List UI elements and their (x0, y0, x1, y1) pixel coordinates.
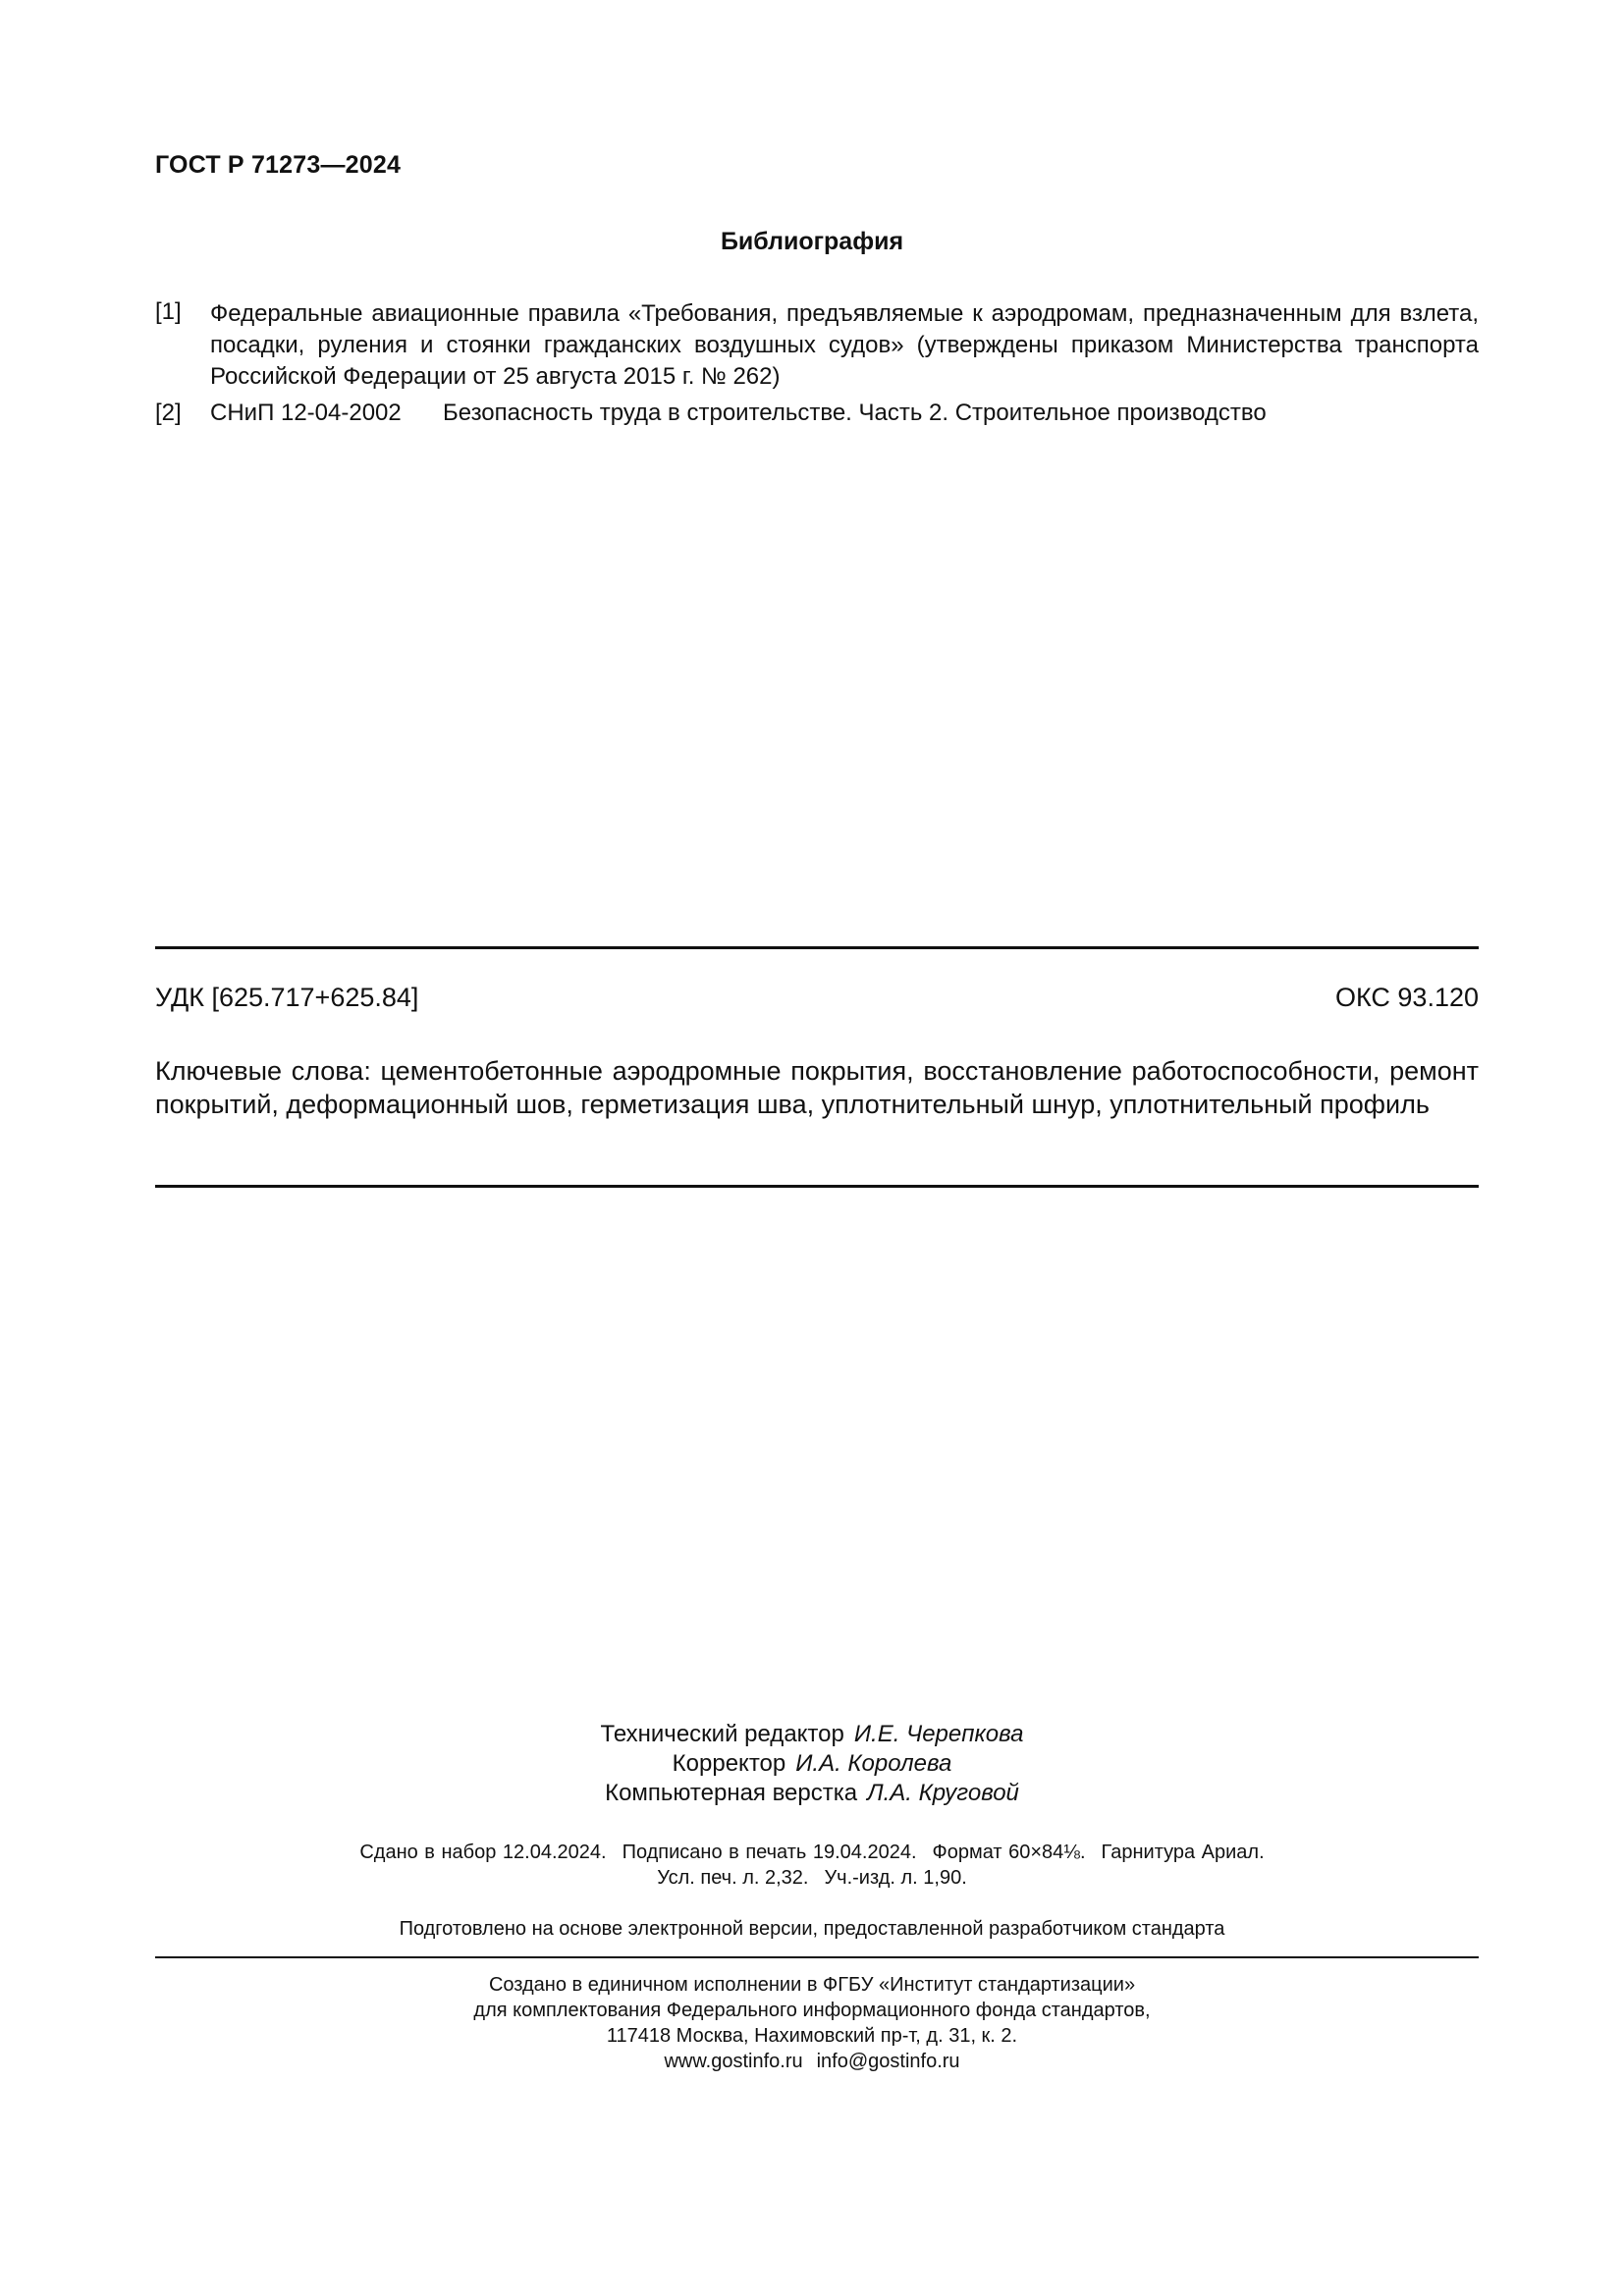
bibliography-title: Библиография (720, 228, 904, 255)
footer-address: 117418 Москва, Нахимовский пр-т, д. 31, к. 2. (606, 2025, 1018, 2047)
divider-keywords (155, 1185, 1479, 1188)
footer-email-link[interactable]: info@gostinfo.ru (816, 2051, 960, 2072)
print-sheets: Усл. печ. л. 2,32. (657, 1867, 809, 1889)
divider-top (155, 946, 1479, 949)
bibliography-item-2-number: [2] (155, 400, 182, 426)
print-submitted: Сдано в набор 12.04.2024. (359, 1842, 607, 1863)
footer-line-1: Создано в единичном исполнении в ФГБУ «Институт стандартизации» (488, 1974, 1136, 1996)
print-typeface: Гарнитура Ариал. (1101, 1842, 1265, 1863)
print-format: Формат 60×84⅛. (932, 1842, 1086, 1863)
credit-corrector-label: Корректор (672, 1750, 786, 1777)
credit-technical-editor (0, 1720, 1624, 1749)
credit-layout (0, 1779, 1624, 1808)
publisher-footer (0, 1972, 1624, 2074)
print-info-line-1 (0, 1840, 1624, 1865)
keywords: Ключевые слова: цементобетонные аэродромные покрытия, восстановление работоспособности, ремонт покрытий, деформационный шов, герметизация шва, уплотнительный шнур, уплотнительный профиль (155, 1056, 1479, 1119)
publication-sheets: Уч.-изд. л. 1,90. (824, 1867, 967, 1889)
bibliography-item-2-code: СНиП 12-04-2002 (210, 400, 402, 426)
print-info-line-2 (0, 1865, 1624, 1891)
bibliography-item-1-number: [1] (155, 298, 182, 325)
credit-layout-label: Компьютерная верстка (605, 1780, 858, 1806)
footer-contacts (0, 2049, 1624, 2074)
oks-code: ОКС 93.120 (1334, 983, 1479, 1012)
credit-corrector-name: И.А. Королева (795, 1750, 952, 1777)
bibliography-item-2-title: Безопасность труда в строительстве. Часть 2. Строительное производство (443, 400, 1267, 426)
udk-code: УДК [625.717+625.84] (155, 983, 419, 1012)
document-code: ГОСТ Р 71273—2024 (155, 151, 402, 179)
print-signed: Подписано в печать 19.04.2024. (622, 1842, 917, 1863)
credit-corrector (0, 1749, 1624, 1779)
credit-technical-editor-label: Технический редактор (600, 1721, 844, 1747)
credit-technical-editor-name: И.Е. Черепкова (853, 1721, 1024, 1747)
bibliography-item-1-text: Федеральные авиационные правила «Требования, предъявляемые к аэродромам, предназначенным для взлета, посадки, руления и стоянки гражданских воздушных судов» (утверждены приказом Министерства транспорта Российской Федерации от 25 августа 2015 г. № 262) (210, 300, 1479, 390)
divider-footer (155, 1956, 1479, 1958)
credit-layout-name: Л.А. Круговой (867, 1780, 1019, 1806)
prepared-note: Подготовлено на основе электронной версии, предоставленной разработчиком стандарта (399, 1918, 1225, 1940)
footer-line-2: для комплектования Федерального информационного фонда стандартов, (473, 2000, 1151, 2021)
footer-website-link[interactable]: www.gostinfo.ru (664, 2051, 803, 2072)
